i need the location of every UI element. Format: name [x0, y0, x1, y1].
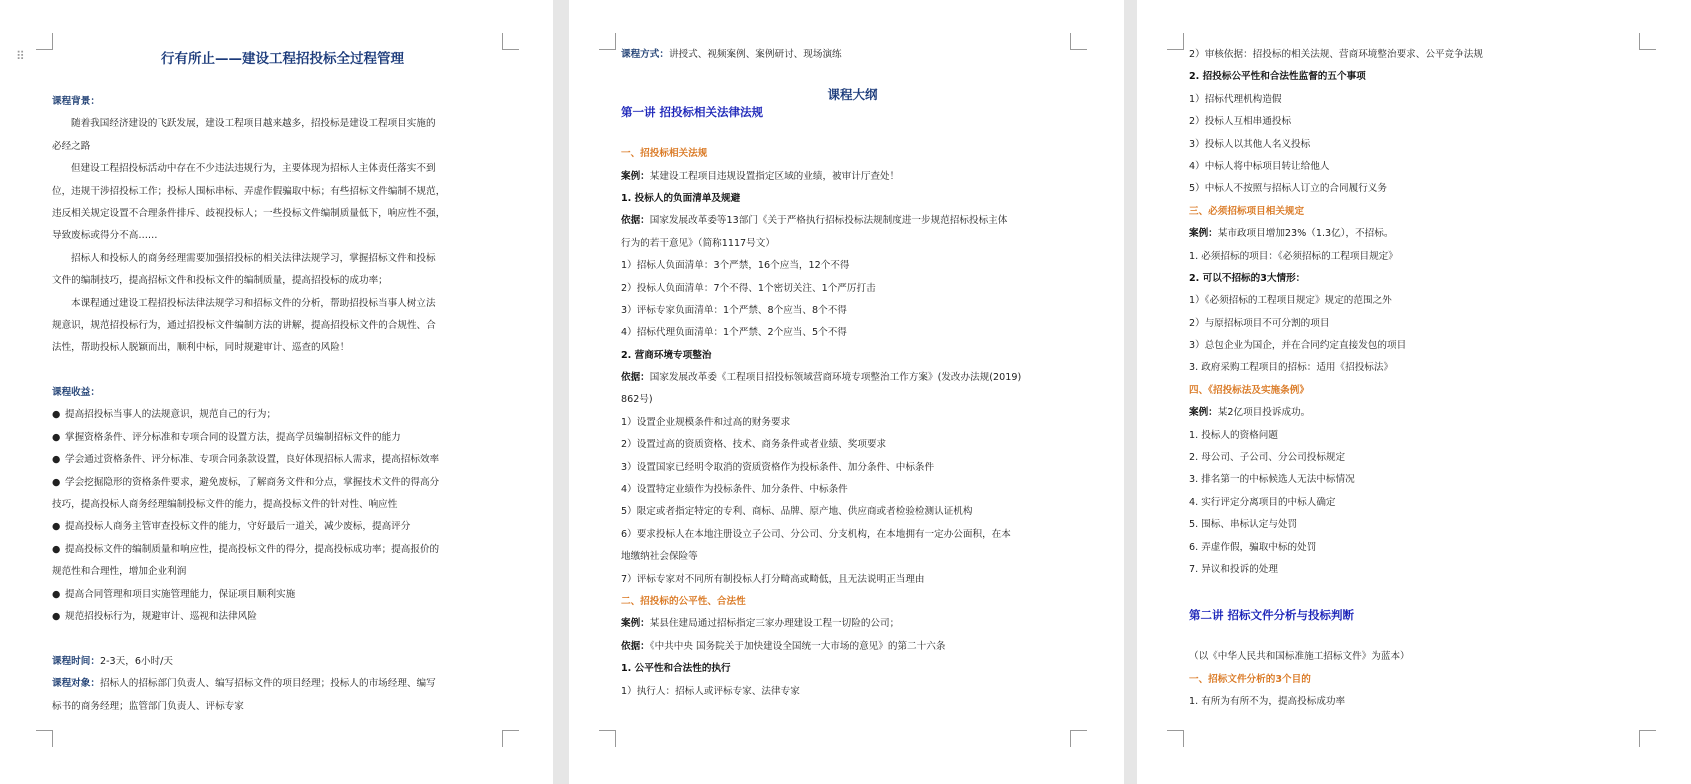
list-item: 地缴纳社会保险等: [621, 551, 698, 563]
regulation-list: [1189, 425, 1671, 582]
list-item: 2）与原招标项目不可分割的项目: [1189, 317, 1330, 329]
execution-list: [621, 681, 1084, 703]
list-item: 1）执行人：招标人或评标专家、法律专家: [621, 685, 800, 697]
margin-corner-mark: [1070, 730, 1087, 747]
list-item: 5）中标人不按照与招标人订立的合同履行义务: [1189, 183, 1387, 195]
list-item: 5. 围标、串标认定与处罚: [1189, 519, 1298, 531]
list-item: 5）限定或者指定特定的专利、商标、品牌、原产地、供应商或者检验检测认证机构: [621, 506, 973, 518]
time-value: 2-3天，6小时/天: [99, 655, 173, 667]
list-item: 4. 实行评定分离项目的中标人确定: [1189, 496, 1336, 508]
case-line: [1189, 223, 1671, 245]
lecture-1-heading: 第一讲 招投标相关法律法规: [621, 104, 764, 119]
list-item: 2）审核依据：招投标的相关法规、营商环境整治要求、公平竞争法规: [1189, 49, 1483, 60]
spacer: [1189, 581, 1671, 603]
bullet-icon: ●: [52, 454, 61, 466]
list-item: 4）设置特定业绩作为投标条件、加分条件、中标条件: [621, 484, 848, 496]
outline-title: 课程大纲: [827, 87, 878, 103]
list-item: 2. 母公司、子公司、分公司投标规定: [1189, 452, 1346, 464]
list-item: 1. 投标人的资格问题: [1189, 429, 1278, 441]
margin-corner-mark: [36, 730, 53, 747]
spacer: [52, 360, 513, 382]
case-text: 某县住建局通过招标指定三家办理建设工程一切险的公司；: [649, 618, 900, 630]
negative-list: [621, 255, 1084, 345]
basis-line: [621, 636, 1084, 658]
item-heading: 2. 招投标公平性和合法性监督的五个事项: [1189, 71, 1366, 83]
section-heading: 二、招投标的公平性、合法性: [621, 595, 746, 607]
gain-text: 提高招投标当事人的法规意识，规范自己的行为；: [65, 409, 277, 421]
list-item: 1）《必须招标的工程项目规定》规定的范围之外: [1189, 295, 1392, 307]
margin-corner-mark: [599, 33, 616, 50]
document-title: 行有所止——建设工程招投标全过程管理: [161, 51, 404, 67]
basis-label: 依据：: [621, 640, 650, 652]
case-label: 案例：: [621, 618, 650, 630]
list-item: 1）招标代理机构造假: [1189, 93, 1282, 105]
course-target: [52, 673, 513, 695]
section-heading: 一、招投标相关法规: [621, 148, 708, 160]
gain-item: [52, 606, 513, 628]
case-line: [1189, 402, 1671, 424]
case-text: 某2亿项目投诉成功。: [1217, 407, 1311, 419]
list-item: 6）要求投标人在本地注册设立子公司、分公司、分支机构，在本地拥有一定办公面积，在本: [621, 528, 1011, 540]
background-line: 法性，帮助投标人脱颖而出，顺利中标，同时规避审计、巡查的风险！: [52, 342, 350, 354]
background-line: 位，违规干涉招投标工作；投标人围标串标、弄虚作假骗取中标；有些招标文件编制不规范，: [52, 185, 446, 197]
basis-line: [621, 210, 1084, 232]
bullet-icon: ●: [52, 610, 61, 622]
background-line: 招标人和投标人的商务经理需要加强招投标的相关法律法规学习，掌握招标文件和投标: [71, 252, 436, 264]
background-line: 规意识，规范招投标行为，通过招投标文件编制方法的讲解，提高招投标文件的合规性、合: [52, 319, 436, 331]
list-item: 4）招标代理负面清单：1个严禁、2个应当、5个不得: [621, 327, 847, 339]
page-3-content: [1189, 44, 1671, 713]
no-tender-list: [1189, 290, 1671, 380]
case-line: [621, 166, 1084, 188]
margin-corner-mark: [599, 730, 616, 747]
margin-corner-mark: [1167, 33, 1184, 50]
list-item: 1. 必须招标的项目：《必须招标的工程项目规定》: [1189, 250, 1398, 262]
list-item: 2）投标人互相串通投标: [1189, 116, 1292, 128]
bullet-icon: ●: [52, 521, 61, 533]
course-time: [52, 651, 513, 673]
gain-text: 规范性和合理性，增加企业利润: [52, 566, 187, 578]
background-line: 导致废标或得分不高……: [52, 230, 158, 242]
page-2-content: [621, 44, 1084, 703]
bullet-icon: ●: [52, 431, 61, 443]
gains-list: [52, 404, 513, 628]
gain-item: [52, 427, 513, 449]
spacer: [621, 66, 1084, 84]
basis-line-continued: 862号): [621, 394, 653, 406]
case-label: 案例：: [621, 170, 650, 182]
bullet-icon: ●: [52, 543, 61, 555]
section-heading: 一、招标文件分析的3个目的: [1189, 673, 1311, 685]
course-method: [621, 44, 1084, 66]
margin-corner-mark: [502, 730, 519, 747]
lecture-2-heading: 第二讲 招标文件分析与投标判断: [1189, 607, 1355, 622]
basis-line-continued: 行为的若干意见》（简称1117号文）: [621, 237, 775, 249]
item-heading: 1. 公平性和合法性的执行: [621, 663, 731, 675]
basis-label: 依据：: [621, 215, 650, 227]
page-1-content: [52, 44, 513, 718]
list-item: 4）中标人将中标项目转让给他人: [1189, 160, 1330, 172]
item-heading: 2. 可以不招标的3大情形：: [1189, 272, 1306, 284]
list-item: 3. 排名第一的中标候选人无法中标情况: [1189, 474, 1355, 486]
list-item: 7）评标专家对不同所有制投标人打分畸高或畸低，且无法说明正当理由: [621, 573, 925, 585]
gain-text: 学会通过资格条件、评分标准、专项合同条款设置，良好体现招标人需求，提高招标效率: [65, 454, 440, 466]
basis-label: 依据：: [621, 372, 650, 384]
spacer: [52, 628, 513, 650]
margin-corner-mark: [36, 33, 53, 50]
list-item: 3）评标专家负面清单：1个严禁、8个应当、8个不得: [621, 304, 847, 316]
list-item: 2）设置过高的资质资格、技术、商务条件或者业绩、奖项要求: [621, 439, 887, 451]
reference-line: （以《中华人民共和国标准施工招标文件》为蓝本）: [1189, 651, 1410, 663]
case-label: 案例：: [1189, 407, 1218, 419]
gain-text: 技巧，提高投标人商务经理编制投标文件的能力，提高投标文件的针对性、响应性: [52, 499, 398, 511]
gain-text: 规范招投标行为，规避审计、巡视和法律风险: [65, 610, 257, 622]
drag-handle-icon[interactable]: ⠿: [16, 49, 26, 63]
gain-text: 提高投标文件的编制质量和响应性，提高投标文件的得分，提高投标成功率；提高报价的: [65, 543, 440, 555]
course-target-continued: 标书的商务经理；监管部门负责人、评标专家: [52, 700, 244, 712]
gain-item: [52, 539, 513, 561]
spacer: [1189, 626, 1671, 646]
gain-item: [52, 449, 513, 471]
gain-text: 提高合同管理和项目实施管理能力，保证项目顺利实施: [65, 588, 296, 600]
background-line: 文件的编制技巧，提高招标文件和投标文件的编制质量，提高招投标的成功率；: [52, 275, 388, 287]
target-value: 招标人的招标部门负责人、编写招标文件的项目经理；投标人的市场经理、编写: [99, 678, 436, 690]
bullet-icon: ●: [52, 476, 61, 488]
document-page-1: [0, 0, 553, 784]
gain-item: [52, 472, 513, 494]
method-value: 讲授式、视频案例、案例研讨、现场演练: [668, 49, 842, 60]
case-text: 某市政项目增加23%（1.3亿），不招标。: [1217, 228, 1394, 240]
document-page-2: [569, 0, 1124, 784]
gains-heading: 课程收益：: [52, 387, 100, 399]
analysis-purpose-list: [1189, 691, 1671, 713]
item-heading: 2. 营商环境专项整治: [621, 349, 712, 361]
background-heading: 课程背景：: [52, 96, 100, 107]
case-label: 案例：: [1189, 228, 1218, 240]
list-item: 6. 弄虚作假，骗取中标的处罚: [1189, 541, 1317, 553]
list-item: 3. 政府采购工程项目的招标：适用《招投标法》: [1189, 362, 1394, 374]
section-heading: 三、必须招标项目相关规定: [1189, 205, 1305, 217]
target-label: 课程对象：: [52, 678, 100, 690]
list-item: 1）招标人负面清单：3个严禁，16个应当，12个不得: [621, 260, 850, 272]
method-label: 课程方式：: [621, 49, 669, 60]
margin-corner-mark: [1167, 730, 1184, 747]
gain-text: 学会挖掘隐形的资格条件要求，避免废标，了解商务文件和分点，掌握技术文件的得高分: [65, 476, 440, 488]
basis-text: 国家发展改革委《工程项目招投标领域营商环境专项整治工作方案》(发改办法规(2019): [649, 372, 1022, 384]
spacer: [52, 74, 513, 91]
gain-text: 提高投标人商务主管审查投标文件的能力，守好最后一道关，减少废标，提高评分: [65, 521, 411, 533]
spacer: [621, 123, 1084, 143]
case-text: 某建设工程项目违规设置指定区域的业绩，被审计厅查处！: [649, 170, 900, 182]
gain-item: [52, 404, 513, 426]
list-item: 2）投标人负面清单：7个不得、1个密切关注、1个严厉打击: [621, 282, 876, 294]
basis-text: 国家发展改革委等13部门《关于严格执行招标投标法规制度进一步规范招标投标主体: [649, 215, 1008, 227]
background-line: 违反相关规定设置不合理条件排斥、歧视投标人；一些投标文件编制质量低下，响应性不强，: [52, 207, 446, 219]
gain-item: [52, 584, 513, 606]
time-label: 课程时间：: [52, 655, 100, 667]
background-line: 本课程通过建设工程招投标法律法规学习和招标文件的分析，帮助招投标当事人树立法: [71, 297, 436, 309]
item-heading: 1. 投标人的负面清单及规避: [621, 192, 741, 204]
gain-text: 掌握资格条件、评分标准和专项合同的设置方法，提高学员编制招标文件的能力: [65, 431, 401, 443]
document-page-3: [1137, 0, 1691, 784]
basis-text: 《中共中央 国务院关于加快建设全国统一大市场的意见》的第二十六条: [649, 640, 946, 652]
list-item: 3）投标人以其他人名义投标: [1189, 138, 1311, 150]
list-item: 3）设置国家已经明令取消的资质资格作为投标条件、加分条件、中标条件: [621, 461, 935, 473]
section-heading: 四、《招投标法及实施条例》: [1189, 384, 1309, 396]
gain-item: [52, 516, 513, 538]
background-line: 但建设工程招投标活动中存在不少违法违规行为，主要体现为招标人主体责任落实不到: [71, 163, 436, 175]
business-environment-list: [621, 412, 1084, 591]
list-item: 1）设置企业规模条件和过高的财务要求: [621, 416, 791, 428]
supervision-list: [1189, 89, 1671, 201]
case-line: [621, 613, 1084, 635]
list-item: 7. 异议和投诉的处理: [1189, 563, 1278, 575]
basis-line: [621, 367, 1084, 389]
list-item: 1. 有所为有所不为，提高投标成功率: [1189, 695, 1346, 707]
margin-corner-mark: [1639, 730, 1656, 747]
gain-item: [52, 561, 513, 583]
background-line: 必经之路: [52, 140, 91, 152]
bullet-icon: ●: [52, 409, 61, 421]
bullet-icon: ●: [52, 588, 61, 600]
background-line: 随着我国经济建设的飞跃发展，建设工程项目越来越多，招投标是建设工程项目实施的: [71, 118, 436, 130]
gain-item: [52, 494, 513, 516]
list-item: 3）总包企业为国企，并在合同约定直接发包的项目: [1189, 340, 1407, 352]
